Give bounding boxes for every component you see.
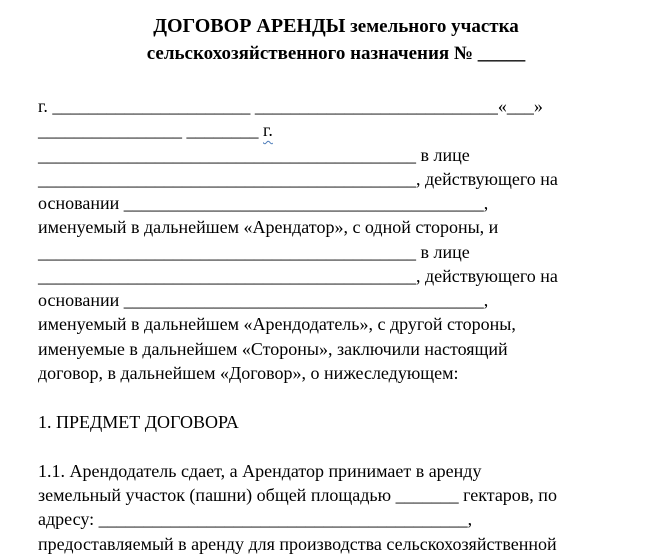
- document-title-line-1: [0, 14, 672, 39]
- preamble-line-2: договор, в дальнейшем «Договор», о нижеследующем:: [38, 363, 459, 383]
- city-date-line: [38, 94, 543, 118]
- preamble-line-1: именуемые в дальнейшем «Стороны», заключили настоящий: [38, 339, 508, 359]
- document-title-line-2: сельскохозяйственного назначения № _____: [146, 43, 526, 64]
- document-title-subject: земельного участка: [345, 16, 519, 37]
- clause-1-1-line-2: земельный участок (пашни) общей площадью _______ гектаров, по: [38, 485, 557, 505]
- clause-1-1-line-4: предоставляемый в аренду для производства сельскохозяйственной: [38, 534, 557, 554]
- year-abbreviation: г.: [263, 120, 273, 140]
- party1-representative-line: __________________________________________, действующего на: [38, 169, 558, 189]
- date-month-year-line: [38, 118, 273, 142]
- date-day-blank: «___»: [497, 96, 543, 116]
- party1-designation: именуемый в дальнейшем «Арендатор», с одной стороны, и: [38, 217, 499, 237]
- party2-basis-line: основании ________________________________________,: [38, 290, 489, 310]
- party1-name-line: __________________________________________ в лице: [38, 145, 470, 165]
- city-date-blanks: г. ______________________ ___________________________: [38, 96, 498, 116]
- clause-1-1-line-1: 1.1. Арендодатель сдает, а Арендатор принимает в аренду: [38, 461, 482, 481]
- section-1-heading: 1. ПРЕДМЕТ ДОГОВОРА: [38, 412, 239, 432]
- party2-representative-line: __________________________________________, действующего на: [38, 266, 558, 286]
- party2-designation: именуемый в дальнейшем «Арендодатель», с другой стороны,: [38, 314, 516, 334]
- document-title-main: ДОГОВОР АРЕНДЫ: [153, 15, 346, 37]
- party1-basis-line: основании ________________________________________,: [38, 193, 489, 213]
- date-month-year-blanks: ________________ ________: [38, 120, 263, 140]
- clause-1-1-line-3: адресу: _________________________________________,: [38, 509, 473, 529]
- party2-name-line: __________________________________________ в лице: [38, 242, 470, 262]
